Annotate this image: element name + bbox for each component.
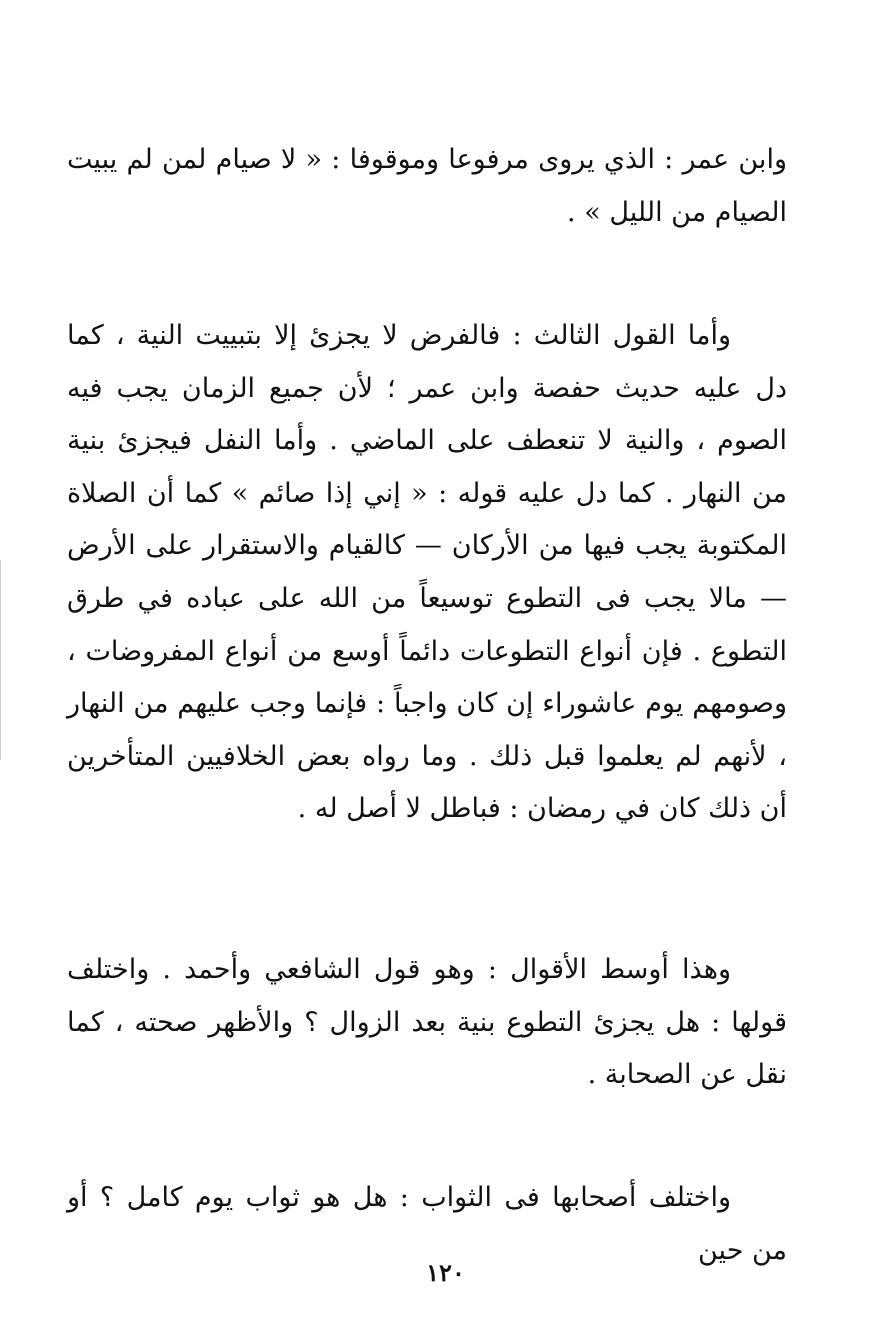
paragraph-middle-opinion: وهذا أوسط الأقوال : وهو قول الشافعي وأحمد . واختلف قولها : هل يجزئ التطوع بنية بعد الزوال ؟ والأظهر صحته ، كما نقل عن الصحابة .: [67, 954, 787, 1091]
paragraph-continuation: وابن عمر : الذي يروى مرفوعا وموقوفا : « لا صيام لمن لم يبيت الصيام من الليل » .: [67, 144, 787, 228]
paragraph-reward-dispute: واختلف أصحابها فى الثواب : هل هو ثواب يوم كامل ؟ أو من حين: [67, 1182, 787, 1266]
paragraph-third-opinion: وأما القول الثالث : فالفرض لا يجزئ إلا بتبييت النية ، كما دل عليه حديث حفصة وابن عمر ؛ لأن جميع الزمان يجب فيه الصوم ، والنية لا تنعطف على الماضي . وأما النفل فيجزئ بنية من النهار . كما دل عليه قوله : « إني إذا صائم » كما أن الصلاة المكتوبة يجب فيها من الأركان — كالقيام والاستقرار على الأرض — مالا يجب فى التطوع توسيعاً من الله على عباده في طرق التطوع . فإن أنواع التطوعات دائماً أوسع من أنواع المفروضات ، وصومهم يوم عاشوراء إن كان واجباً : فإنما وجب عليهم من النهار ، لأنهم لم يعلموا قبل ذلك . وما رواه بعض الخلافيين المتأخرين أن ذلك كان في رمضان : فباطل لا أصل له .: [67, 320, 787, 825]
page-number: ١٢٠: [426, 1258, 465, 1287]
scan-edge-mark: [0, 560, 1, 760]
